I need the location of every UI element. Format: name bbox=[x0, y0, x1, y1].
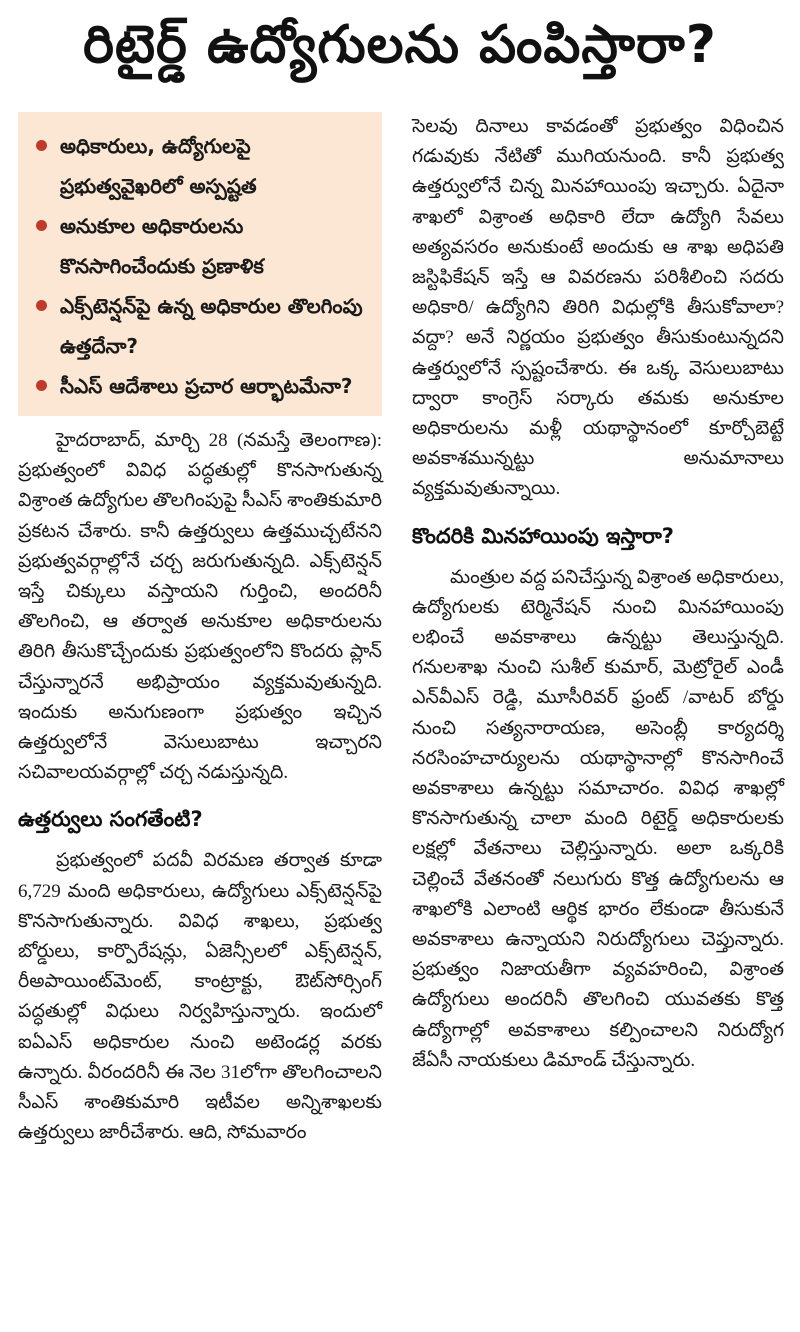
left-column bbox=[18, 112, 382, 1148]
highlights-list bbox=[30, 126, 372, 406]
right-column bbox=[412, 112, 784, 1076]
body-paragraph: మంత్రుల వద్ద పనిచేస్తున్న విశ్రాంత అధికారులు, ఉద్యోగులకు టెర్మినేషన్ నుంచి మినహాయింపు లభించే అవకాశాలు ఉన్నట్టు తెలుస్తున్నది. గనులశాఖ నుంచి సుశీల్ కుమార్, మెట్రోరైల్ ఎండీ ఎన్‌వీఎస్ రెడ్డి, మూసీరివర్ ఫ్రంట్ /వాటర్ బోర్డు నుంచి సత్యనారాయణ, అసెంబ్లీ కార్యదర్శి నరసింహచార్యులను యథాస్థానాల్లో కొనసాగించే అవకాశాలు ఉన్నట్టు సమాచారం. వివిధ శాఖల్లో కొనసాగుతున్న చాలా మంది రిటైర్డ్ అధికారులకు లక్షల్లో వేతనాలు చెల్లిస్తున్నారు. అలా ఒక్కరికి చెల్లించే వేతనంతో నలుగురు కొత్త ఉద్యోగులను ఆ శాఖలోకి ఎలాంటి ఆర్థిక భారం లేకుండా తీసుకునే అవకాశాలు ఉన్నాయని నిరుద్యోగులు చెప్తున్నారు. ప్రభుత్వం నిజాయతీగా వ్యవహరించి, విశ్రాంత ఉద్యోగులు అందరినీ తొలగించి యువతకు కొత్త ఉద్యోగాల్లో అవకాశాలు కల్పించాలని నిరుద్యోగ జేఏసీ నాయకులు డిమాండ్ చేస్తున్నారు. bbox=[412, 566, 784, 1071]
highlight-text: అనుకూల అధికారులను కొనసాగించేందుకు ప్రణాళిక bbox=[60, 214, 264, 278]
article-headline: రిటైర్డ్ ఉద్యోగులను పంపిస్తారా? bbox=[83, 14, 717, 75]
section-subheading: కొందరికి మినహాయింపు ఇస్తారా? bbox=[412, 523, 674, 548]
highlight-text: సీఎస్ ఆదేశాలు ప్రచార ఆర్భాటమేనా? bbox=[60, 374, 353, 398]
bullet-icon bbox=[36, 380, 47, 391]
bullet-icon bbox=[36, 140, 47, 151]
highlights-box bbox=[18, 112, 382, 416]
bullet-icon bbox=[36, 220, 47, 231]
highlight-item bbox=[30, 126, 372, 206]
body-paragraph: సెలవు దినాలు కావడంతో ప్రభుత్వం విధించిన గడువుకు నేటితో ముగియనుంది. కానీ ప్రభుత్వ ఉత్తర్వులోనే చిన్న మినహాయింపు ఇచ్చారు. ఏదైనా శాఖలో విశ్రాంత అధికారి లేదా ఉద్యోగి సేవలు అత్యవసరం అనుకుంటే అందుకు ఆ శాఖ అధిపతి జస్టిఫికేషన్ ఇస్తే ఆ వివరణను పరిశీలించి సదరు అధికారి/ ఉద్యోగిని తిరిగి విధుల్లోకి తీసుకోవాలా? వద్దా? అనే నిర్ణయం ప్రభుత్వం తీసుకుంటున్నదని ఉత్తర్వులోనే స్పష్టంచేశారు. ఈ ఒక్క వెసులుబాటు ద్వారా కాంగ్రెస్ సర్కారు తమకు అనుకూల అధికారులను మళ్లీ యథాస్థానంలో కూర్చోబెట్టే అవకాశమున్నట్టు అనుమానాలు వ్యక్తమవుతున్నాయి. bbox=[412, 116, 784, 500]
highlight-item bbox=[30, 286, 372, 366]
body-paragraph: ప్రభుత్వంలో పదవీ విరమణ తర్వాత కూడా 6,729 మంది అధికారులు, ఉద్యోగులు ఎక్స్‌టెన్షన్‌పై కొనసాగుతున్నారు. వివిధ శాఖలు, ప్రభుత్వ బోర్డులు, కార్పొరేషన్లు, ఏజెన్సీలలో ఎక్స్‌టెన్షన్, రీఅపాయింట్‌మెంట్, కాంట్రాక్టు, ఔట్‌సోర్సింగ్ పద్ధతుల్లో విధులు నిర్వహిస్తున్నారు. ఇందులో ఐఏఎస్ అధికారుల నుంచి అటెండర్ల వరకు ఉన్నారు. వీరందరినీ ఈ నెల 31లోగా తొలగించాలని సీఎస్ శాంతికుమారి ఇటీవల అన్నిశాఖలకు ఉత్తర్వులు జారీచేశారు. ఆది, సోమవారం bbox=[18, 850, 382, 1144]
highlight-text: అధికారులు, ఉద్యోగులపై ప్రభుత్వవైఖరిలో అస్పష్టత bbox=[60, 134, 257, 198]
bullet-icon bbox=[36, 300, 47, 311]
highlight-text: ఎక్స్‌టెన్షన్‌పై ఉన్న అధికారుల తొలగింపు ఉత్తదేనా? bbox=[60, 294, 363, 358]
body-paragraph: హైదరాబాద్, మార్చి 28 (నమస్తే తెలంగాణ): ప్రభుత్వంలో వివిధ పద్ధతుల్లో కొనసాగుతున్న విశ్రాంత ఉద్యోగుల తొలగింపుపై సీఎస్ శాంతికుమారి ప్రకటన చేశారు. కానీ ఉత్తర్వులు ఉత్తముచ్చటేనని ప్రభుత్వవర్గాల్లోనే చర్చ జరుగుతున్నది. ఎక్స్‌టెన్షన్ ఇస్తే చిక్కులు వస్తాయని గుర్తించి, అందరినీ తొలగించి, ఆ తర్వాత అనుకూల అధికారులను తిరిగి తీసుకొచ్చేందుకు ప్రభుత్వంలోని కొందరు ప్లాన్ చేస్తున్నారనే అభిప్రాయం వ్యక్తమవుతున్నది. ఇందుకు అనుగుణంగా ప్రభుత్వం ఇచ్చిన ఉత్తర్వులోనే వెసులుబాటు ఇచ్చారని సచివాలయవర్గాల్లో చర్చ నడుస్తున్నది. bbox=[18, 430, 382, 784]
section-subheading: ఉత్తర్వులు సంగతేంటి? bbox=[18, 807, 203, 832]
highlight-item bbox=[30, 366, 372, 406]
highlight-item bbox=[30, 206, 372, 286]
